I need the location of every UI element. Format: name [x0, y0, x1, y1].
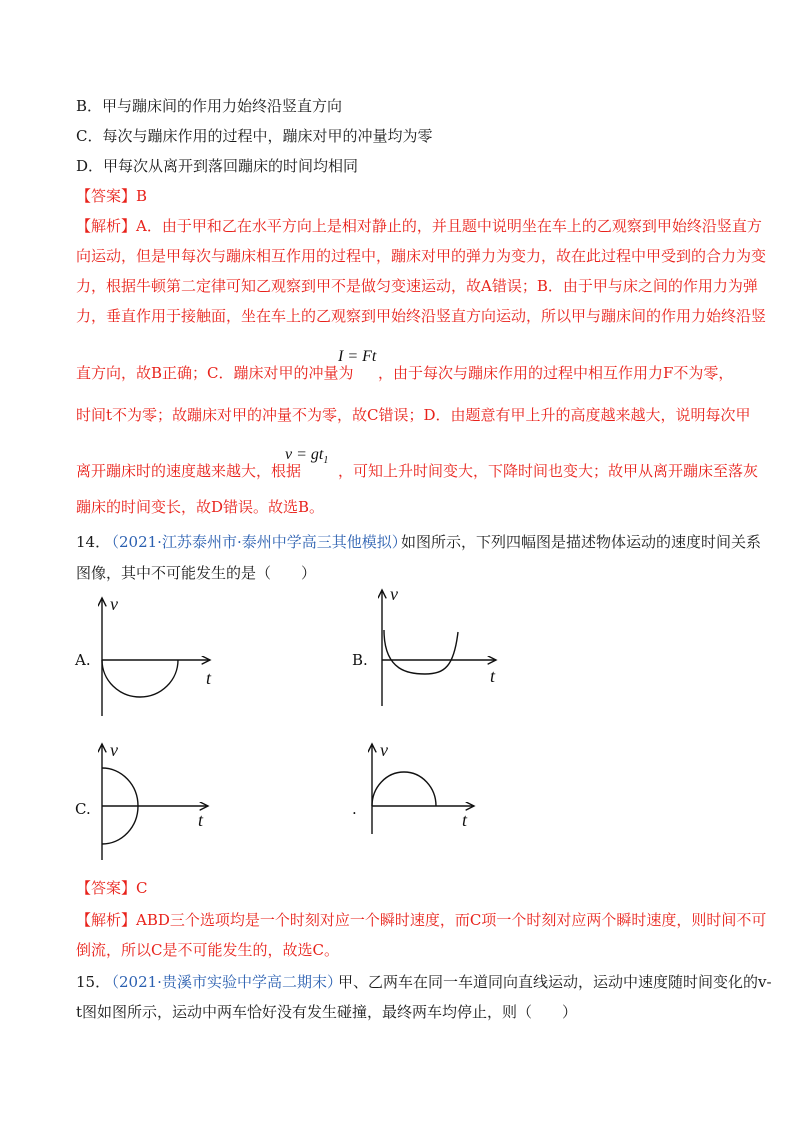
question-15-text-1: 甲、乙两车在同一车道同向直线运动，运动中速度随时间变化的v-	[338, 973, 772, 991]
analysis-13-line-5a: 直方向，故B正确；C．蹦床对甲的冲量为	[76, 364, 354, 382]
question-14-source: （2021·江苏泰州市·泰州中学高三其他模拟）	[104, 533, 407, 551]
question-15-number: 15．	[76, 973, 111, 991]
v-label: v	[380, 740, 388, 760]
question-15-text-2: t图如图所示，运动中两车恰好没有发生碰撞，最终两车均停止，则（ ）	[76, 1003, 578, 1021]
analysis-13-line-7a: 离开蹦床时的速度越来越大，根据	[76, 462, 302, 480]
curve	[372, 772, 436, 806]
t-label: t	[198, 810, 204, 830]
analysis-13-line-7b: ，可知上升时间变大，下降时间也变大；故甲从离开蹦床至落灰	[338, 462, 759, 480]
t-label: t	[490, 666, 496, 686]
graph-a	[90, 592, 230, 722]
velocity-formula	[285, 446, 328, 466]
velocity-formula-main: v = gt	[285, 446, 324, 463]
analysis-13-line-3: 力，根据牛顿第二定律可知乙观察到甲不是做匀变速运动，故A错误；B．由于甲与床之间的作用力为弹	[76, 277, 758, 295]
v-label: v	[110, 594, 118, 614]
question-15-source: （2021·贵溪市实验中学高二期末）	[104, 973, 342, 991]
analysis-14-line-1: 【解析】ABD三个选项均是一个时刻对应一个瞬时速度，而C项一个时刻对应两个瞬时速度，则时间不可	[76, 911, 767, 929]
answer-13: 【答案】B	[76, 187, 148, 205]
t-label: t	[206, 668, 212, 688]
graph-c	[90, 738, 230, 868]
option-c-text: C．每次与蹦床作用的过程中，蹦床对甲的冲量均为零	[76, 127, 433, 145]
question-14-number: 14．	[76, 533, 111, 551]
analysis-14-line-2: 倒流，所以C是不可能发生的，故选C。	[76, 941, 339, 959]
impulse-formula: I = Ft	[338, 348, 377, 365]
curve	[102, 660, 178, 697]
analysis-13-line-4: 力，垂直作用于接触面，坐在车上的乙观察到甲始终沿竖直方向运动，所以甲与蹦床间的作用力始终沿竖	[76, 307, 767, 325]
analysis-13-line-2: 向运动，但是甲每次与蹦床相互作用的过程中，蹦床对甲的弹力为变力，故在此过程中甲受到的合力为变	[76, 247, 767, 265]
t-label: t	[462, 810, 468, 830]
graph-d	[360, 738, 500, 838]
graph-b	[370, 582, 510, 712]
option-a-label: A.	[75, 651, 91, 669]
option-b-label: B.	[352, 651, 368, 669]
question-14-text-2: 图像，其中不可能发生的是（ ）	[76, 564, 317, 582]
curve	[384, 630, 458, 674]
option-b-text: B．甲与蹦床间的作用力始终沿竖直方向	[76, 97, 343, 115]
option-d-text: D．甲每次从离开到落回蹦床的时间均相同	[76, 157, 359, 175]
analysis-13-line-8: 蹦床的时间变长，故D错误。故选B。	[76, 498, 325, 516]
option-c-label: C.	[75, 800, 91, 818]
velocity-formula-sub: 1	[323, 455, 329, 467]
analysis-13-line-5b: ，由于每次与蹦床作用的过程中相互作用力F不为零，	[378, 364, 734, 382]
option-d-label: .	[352, 800, 357, 818]
analysis-13-line-1: 【解析】A．由于甲和乙在水平方向上是相对静止的，并且题中说明坐在车上的乙观察到甲始终沿竖直方	[76, 217, 762, 235]
analysis-13-line-6: 时间t不为零；故蹦床对甲的冲量不为零，故C错误；D．由题意有甲上升的高度越来越大，说明每次甲	[76, 406, 751, 424]
answer-14: 【答案】C	[76, 879, 148, 897]
v-label: v	[110, 740, 118, 760]
question-14-text-1: 如图所示，下列四幅图是描述物体运动的速度时间关系	[401, 533, 762, 551]
v-label: v	[390, 584, 398, 604]
